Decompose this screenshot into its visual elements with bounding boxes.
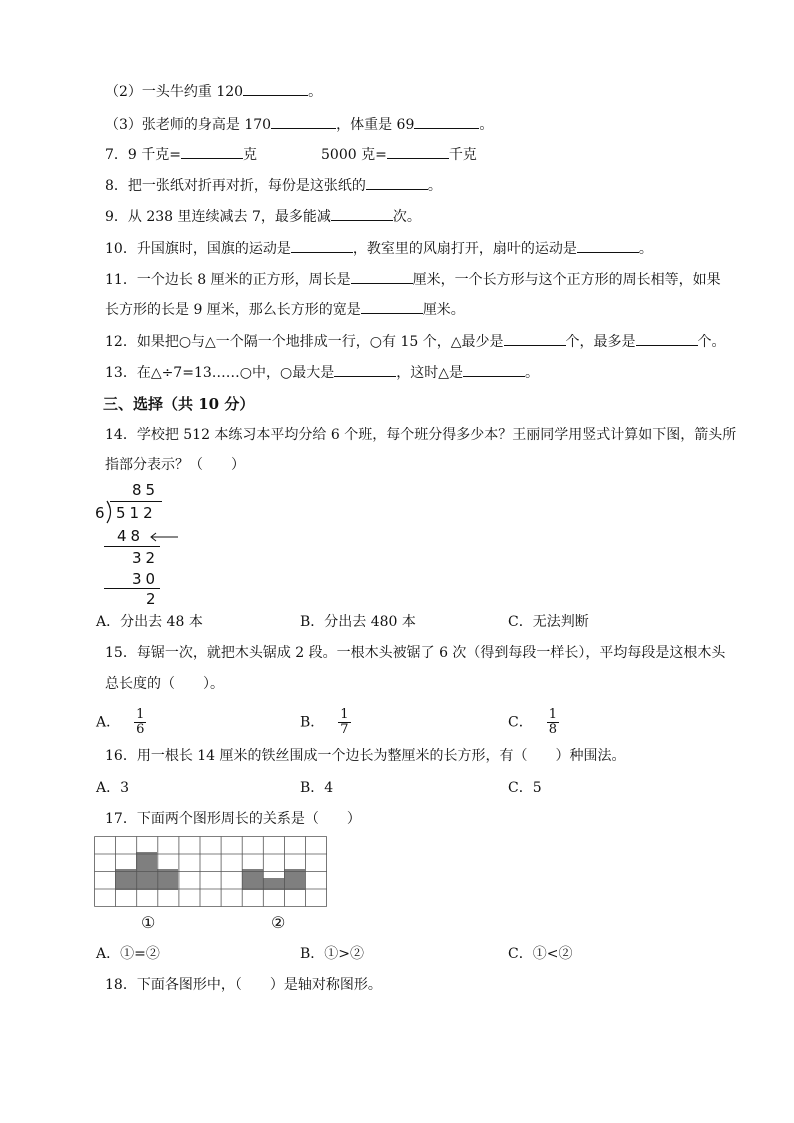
denominator: 6 <box>136 722 145 737</box>
q7-unit1: 克 <box>243 147 257 163</box>
shapes-grid-figure <box>94 836 330 912</box>
q11-text: 11．一个边长 8 厘米的正方形，周长是 <box>105 272 351 288</box>
q14-option-b[interactable]: B．分出去 480 本 <box>300 614 416 630</box>
answer-blank[interactable] <box>463 362 525 377</box>
option-label: B． <box>300 714 325 731</box>
option-label: A． <box>96 714 121 731</box>
q14-line1: 14．学校把 512 本练习本平均分给 6 个班，每个班分得多少本？王丽同学用竖式计算如下图，箭头所 <box>105 427 737 443</box>
q9-text: 9．从 238 里连续减去 7，最多能减 <box>105 209 331 225</box>
q8-end: 。 <box>427 178 442 194</box>
q7-text: 7．9 千克= <box>105 147 181 163</box>
arrow-pointer <box>148 531 180 543</box>
q17-option-a[interactable]: A．①=② <box>96 946 160 962</box>
denominator: 7 <box>340 722 349 737</box>
q7-line <box>105 144 477 165</box>
q12-mid: 个，最多是 <box>565 334 636 350</box>
section-heading: 三、选择（共 10 分） <box>103 395 255 413</box>
figure-1-label: ① <box>141 913 156 932</box>
q11-text-cont: 厘米，一个长方形与这个正方形的周长相等，如果 <box>412 272 721 288</box>
q7-unit2: 千克 <box>448 147 477 163</box>
q11-line1 <box>105 269 721 290</box>
rule-line <box>104 546 160 547</box>
answer-blank[interactable] <box>271 114 336 129</box>
q15-line1: 15．每锯一次，就把木头锯成 2 段。一根木头被锯了 6 次（得到每段一样长），平均每段是这根木头 <box>105 645 726 661</box>
q6-2-text: （2）一头牛约重 120 <box>105 84 244 100</box>
q12-line <box>105 331 726 352</box>
answer-blank[interactable] <box>414 114 479 129</box>
q10-line <box>105 238 653 259</box>
quotient: 85 <box>132 481 160 499</box>
numerator: 1 <box>136 707 145 722</box>
figure-2-label: ② <box>271 913 286 932</box>
answer-blank[interactable] <box>366 175 428 190</box>
dividend: 512 <box>116 504 157 522</box>
q6-3-line <box>105 114 493 135</box>
answer-blank[interactable] <box>181 144 243 159</box>
answer-blank[interactable] <box>504 331 566 346</box>
q12-end: 个。 <box>697 334 726 350</box>
answer-blank[interactable] <box>577 238 639 253</box>
q15-option-c[interactable] <box>508 708 559 737</box>
q9-end: 次。 <box>392 209 421 225</box>
q14-option-a[interactable]: A．分出去 48 本 <box>96 614 203 630</box>
product-step2: 32 <box>132 549 160 567</box>
answer-blank[interactable] <box>387 144 449 159</box>
q11-end: 厘米。 <box>422 302 465 318</box>
numerator: 1 <box>548 707 557 722</box>
q16-option-c[interactable]: C．5 <box>508 780 542 796</box>
fraction <box>134 708 146 737</box>
shape-2-notch <box>263 869 284 878</box>
q15-option-a[interactable] <box>96 708 146 737</box>
q11-line2 <box>105 299 465 320</box>
q11-text2: 长方形的长是 9 厘米，那么长方形的宽是 <box>105 302 361 318</box>
answer-blank[interactable] <box>243 81 308 96</box>
q17-line1: 17．下面两个图形周长的关系是（ ） <box>105 811 361 827</box>
q9-line <box>105 206 421 227</box>
q8-text: 8．把一张纸对折再对折，每份是这张纸的 <box>105 178 366 194</box>
grid-lines <box>95 837 327 907</box>
option-label: C． <box>508 714 533 731</box>
q17-option-c[interactable]: C．①<② <box>508 946 573 962</box>
q8-line <box>105 175 442 196</box>
q17-option-b[interactable]: B．①>② <box>300 946 365 962</box>
long-division-figure <box>92 478 202 608</box>
q6-3-text: （3）张老师的身高是 170 <box>105 117 272 133</box>
product-step1: 48 <box>117 527 145 545</box>
shape-1-shaded <box>115 852 178 890</box>
q14-option-c[interactable]: C．无法判断 <box>508 614 589 630</box>
q10-text: 10．升国旗时，国旗的运动是 <box>105 241 291 257</box>
answer-blank[interactable] <box>351 269 413 284</box>
answer-blank[interactable] <box>334 362 396 377</box>
shape-1-base <box>115 869 178 890</box>
q13-end: 。 <box>524 365 539 381</box>
q6-3-mid: ，体重是 69 <box>336 117 415 133</box>
product-step3: 30 <box>132 570 160 588</box>
q15-line2: 总长度的（ ）。 <box>105 676 224 692</box>
q13-line <box>105 362 539 383</box>
q6-2-end: 。 <box>308 84 323 100</box>
q18-line1: 18．下面各图形中，（ ）是轴对称图形。 <box>105 977 382 993</box>
q16-line1: 16．用一根长 14 厘米的铁丝围成一个边长为整厘米的长方形，有（ ）种围法。 <box>105 748 626 764</box>
q16-option-a[interactable]: A．3 <box>96 780 130 796</box>
remainder: 2 <box>146 590 160 608</box>
answer-blank[interactable] <box>291 238 353 253</box>
answer-blank[interactable] <box>636 331 698 346</box>
numerator: 1 <box>340 707 349 722</box>
q7-text2: 5000 克= <box>321 147 387 163</box>
shape-1-top <box>136 852 157 869</box>
division-bar <box>110 501 162 502</box>
q12-text: 12．如果把○与△一个隔一个地排成一行，○有 15 个，△最少是 <box>105 334 504 350</box>
answer-blank[interactable] <box>361 299 423 314</box>
q14-line2: 指部分表示？（ ） <box>105 457 245 473</box>
q10-end: 。 <box>638 241 653 257</box>
q10-mid: ，教室里的风扇打开，扇叶的运动是 <box>352 241 577 257</box>
q16-option-b[interactable]: B．4 <box>300 780 334 796</box>
denominator: 8 <box>548 722 557 737</box>
q6-2-line <box>105 81 322 102</box>
divisor: 6 <box>95 504 109 522</box>
fraction <box>338 708 350 737</box>
q13-text: 13．在△÷7=13……○中，○最大是 <box>105 365 335 381</box>
q6-3-end: 。 <box>479 117 494 133</box>
q13-mid: ，这时△是 <box>396 365 463 381</box>
q15-option-b[interactable] <box>300 708 351 737</box>
fraction <box>547 708 559 737</box>
answer-blank[interactable] <box>331 206 393 221</box>
